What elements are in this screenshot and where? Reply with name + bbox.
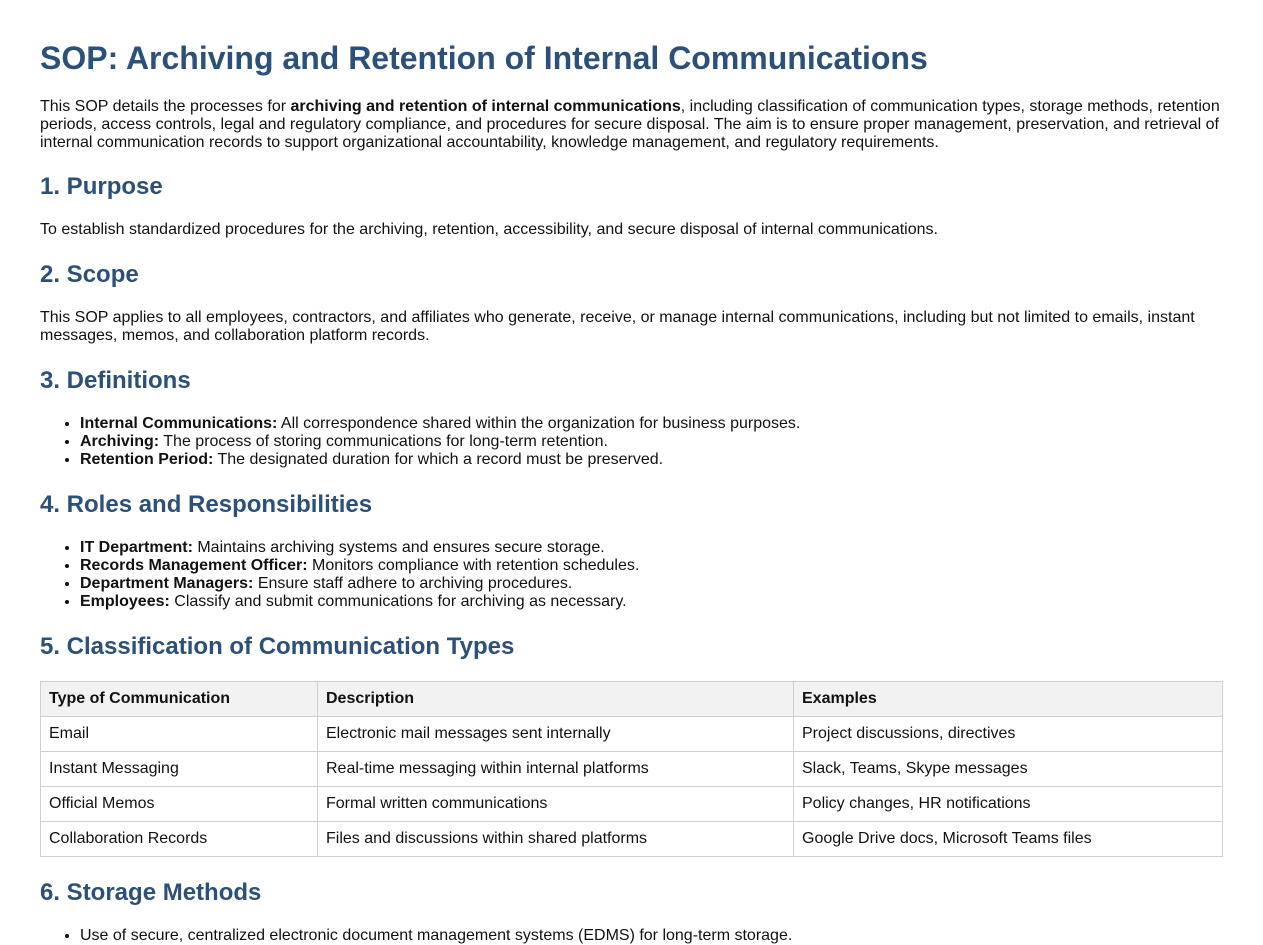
intro-text-post: , including classification of communication types, storage methods, retention periods, access controls, legal and regulatory compliance, and procedures for secure disposal. The aim is to ensure proper management, preservation, and retrieval of internal communication records to support organizational accountability, knowledge management, and regulatory requirements.: [40, 98, 1220, 151]
column-header: Description: [318, 682, 794, 717]
classification-heading: 5. Classification of Communication Types: [40, 633, 515, 660]
roles-heading: 4. Roles and Responsibilities: [40, 491, 373, 518]
table-cell: Google Drive docs, Microsoft Teams files: [794, 822, 1223, 857]
table-cell: Policy changes, HR notifications: [794, 787, 1223, 822]
definition-term: Internal Communications:: [80, 415, 278, 432]
role-text: Maintains archiving systems and ensures secure storage.: [192, 539, 605, 556]
role-term: Records Management Officer:: [80, 557, 308, 574]
table-cell: Electronic mail messages sent internally: [318, 717, 794, 752]
table-row: [41, 822, 1223, 857]
purpose-text: To establish standardized procedures for the archiving, retention, accessibility, and secure disposal of internal communications.: [40, 221, 938, 238]
table-cell: Instant Messaging: [41, 752, 318, 787]
classification-table-wrapper: [40, 681, 1223, 857]
purpose-heading: 1. Purpose: [40, 173, 163, 200]
scope-heading: 2. Scope: [40, 261, 139, 288]
definition-item: [80, 433, 1223, 451]
role-item: [80, 593, 1223, 611]
table-cell: Email: [41, 717, 318, 752]
scope-text: This SOP applies to all employees, contractors, and affiliates who generate, receive, or manage internal communications, including but not limited to emails, instant messages, memos, and collaboration platform records.: [40, 309, 1195, 344]
roles-list: [40, 539, 1223, 611]
definition-term: Archiving:: [80, 433, 160, 450]
table-row: [41, 787, 1223, 822]
storage-heading: 6. Storage Methods: [40, 879, 262, 906]
definition-text: All correspondence shared within the organization for business purposes.: [277, 415, 801, 432]
role-term: Employees:: [80, 593, 170, 610]
table-cell: Official Memos: [41, 787, 318, 822]
table-header-row: [41, 682, 1223, 717]
role-item: [80, 557, 1223, 575]
intro-paragraph: [40, 98, 1223, 152]
definition-item: [80, 451, 1223, 469]
storage-item: • Use of secure, centralized electronic document management systems (EDMS) for long-term storage.: [80, 927, 1223, 945]
definition-term: Retention Period:: [80, 451, 214, 468]
role-term: Department Managers:: [80, 575, 254, 592]
storage-list: [40, 927, 1223, 945]
definition-text: The process of storing communications for long-term retention.: [159, 433, 608, 450]
role-text: Ensure staff adhere to archiving procedures.: [253, 575, 573, 592]
table-cell: Real-time messaging within internal platforms: [318, 752, 794, 787]
table-row: [41, 717, 1223, 752]
definitions-heading: 3. Definitions: [40, 367, 191, 394]
intro-text-pre: This SOP details the processes for: [40, 98, 291, 115]
intro-text-bold: archiving and retention of internal communications: [290, 98, 681, 115]
column-header: Type of Communication: [41, 682, 318, 717]
role-item: [80, 539, 1223, 557]
table-cell: Project discussions, directives: [794, 717, 1223, 752]
classification-table: [40, 681, 1223, 857]
role-text: Monitors compliance with retention schedules.: [307, 557, 640, 574]
page-title: SOP: Archiving and Retention of Internal Communications: [40, 40, 928, 76]
table-cell: Collaboration Records: [41, 822, 318, 857]
role-term: IT Department:: [80, 539, 193, 556]
definition-item: [80, 415, 1223, 433]
definition-text: The designated duration for which a record must be preserved.: [213, 451, 664, 468]
role-text: Classify and submit communications for archiving as necessary.: [169, 593, 627, 610]
table-cell: Formal written communications: [318, 787, 794, 822]
table-cell: Files and discussions within shared platforms: [318, 822, 794, 857]
role-item: [80, 575, 1223, 593]
table-cell: Slack, Teams, Skype messages: [794, 752, 1223, 787]
column-header: Examples: [794, 682, 1223, 717]
definitions-list: [40, 415, 1223, 469]
table-row: [41, 752, 1223, 787]
